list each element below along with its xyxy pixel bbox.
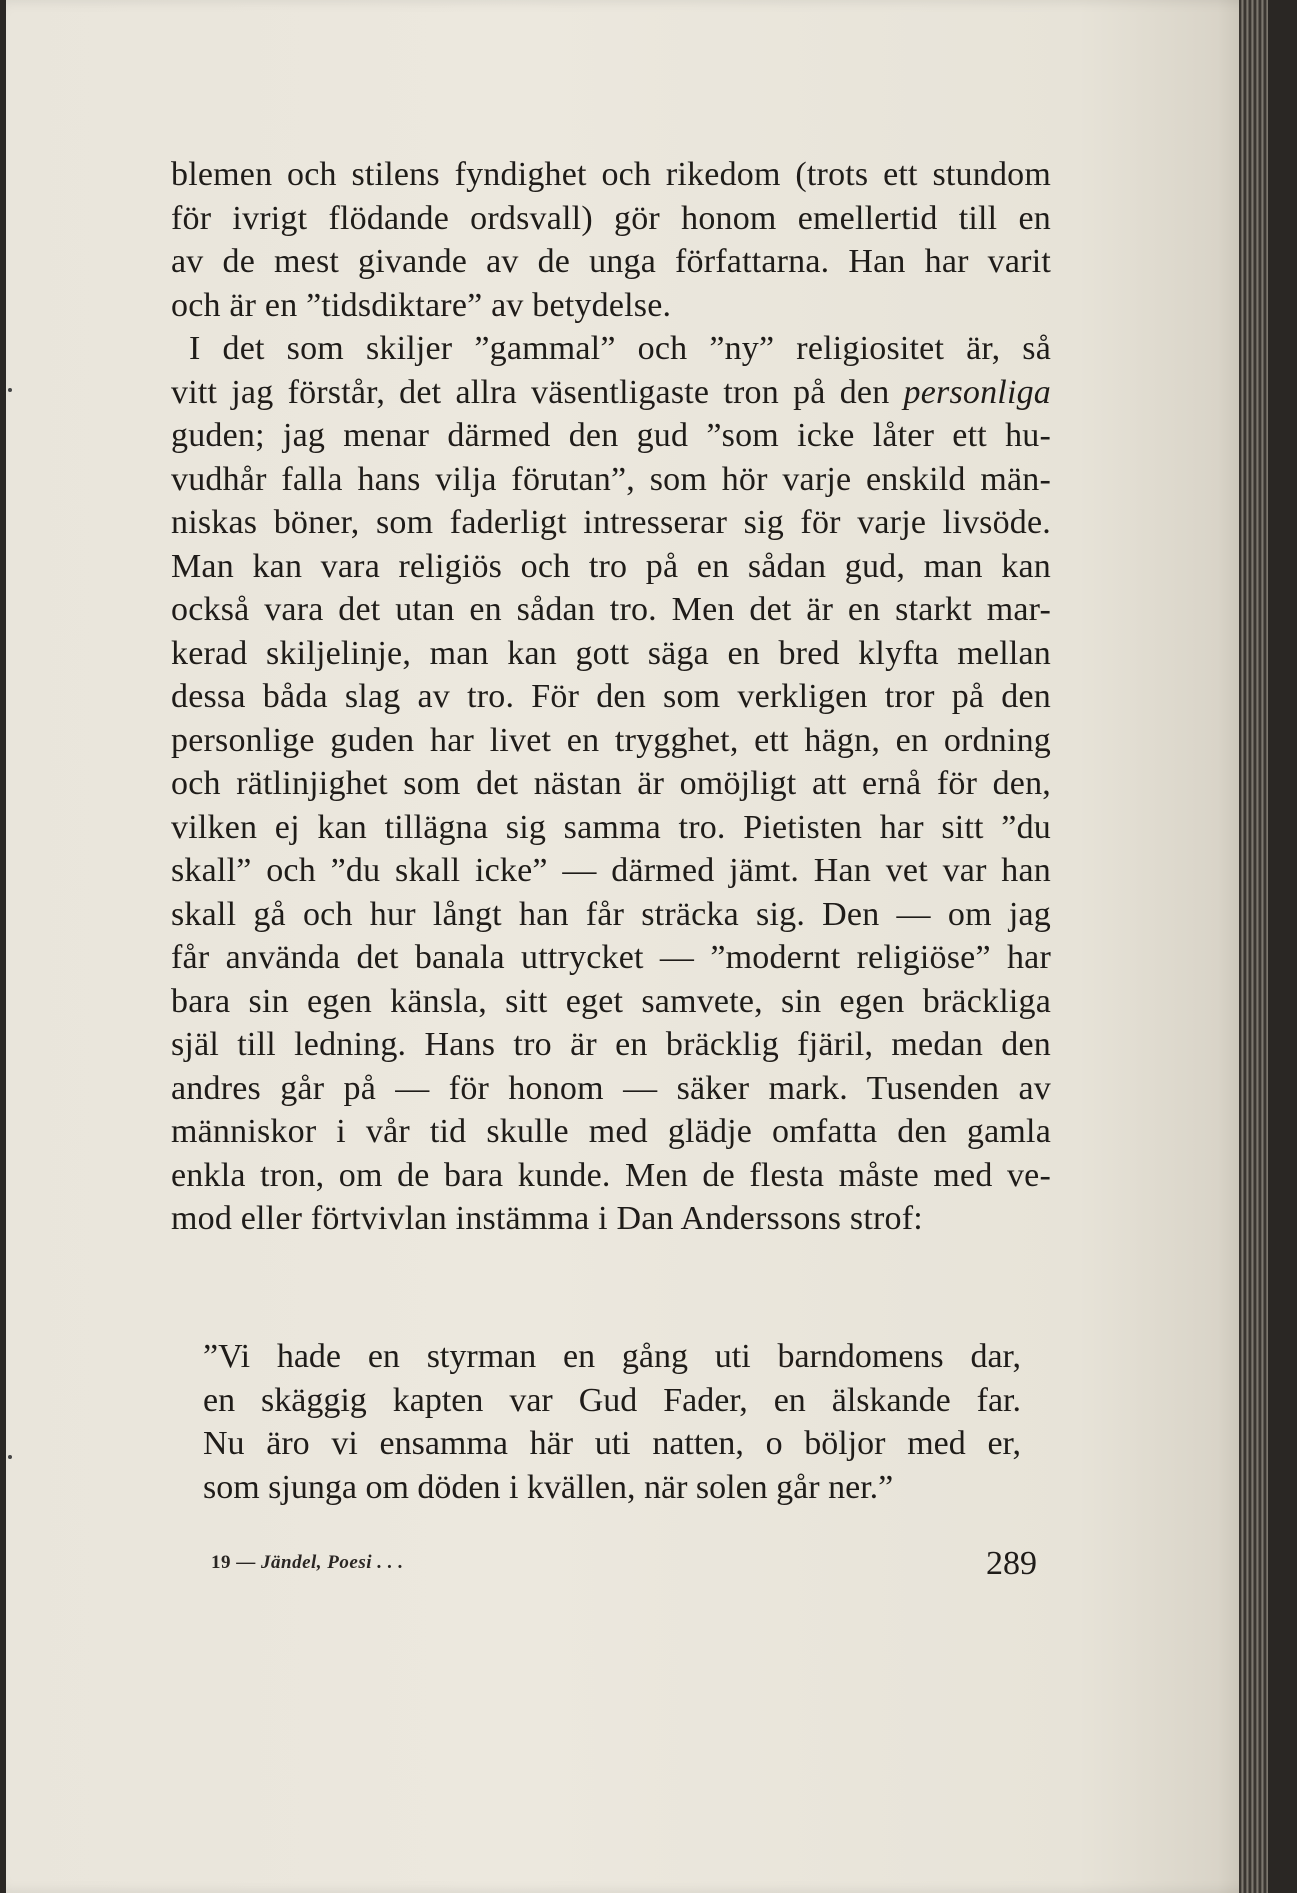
text-line: kerad skiljelinje, man kan gott säga en bred klyfta mellan	[171, 634, 1051, 672]
text-line: skall” och ”du skall icke” — därmed jämt. Han vet var han	[171, 852, 1051, 889]
text-line: mod eller förtvivlan instämma i Dan Anderssons strof:	[171, 1200, 923, 1237]
signature-number: 19 —	[211, 1552, 256, 1573]
text-line: andres går på — för honom — säker mark. Tusenden av	[171, 1069, 1051, 1107]
emphasized-word: personliga	[903, 373, 1051, 411]
text-line: niskas böner, som faderligt intresserar sig för varje livsöde.	[171, 504, 1051, 541]
verse-quote	[203, 1335, 1021, 1509]
text-line: skall gå och hur långt han får sträcka sig. Den — om jag	[171, 895, 1051, 933]
body-text	[171, 153, 1051, 1241]
text-line: också vara det utan en sådan tro. Men det är en starkt mar-	[171, 591, 1051, 628]
text-line: själ till ledning. Hans tro är en bräcklig fjäril, medan den	[171, 1026, 1051, 1063]
text-line: personlige guden har livet en trygghet, ett hägn, en ordning	[171, 721, 1051, 759]
book-page	[6, 0, 1268, 1893]
verse-line: Nu äro vi ensamma här uti natten, o böljor med er,	[203, 1425, 1021, 1462]
text-line: vitt jag förstår, det allra väsentligaste tron på den personliga	[171, 373, 1051, 411]
text-line: blemen och stilens fyndighet och rikedom (trots ett stundom	[171, 156, 1051, 193]
text-line: bara sin egen känsla, sitt eget samvete, sin egen bräckliga	[171, 982, 1051, 1020]
text-line: av de mest givande av de unga författarna. Han har varit	[171, 243, 1051, 280]
verse-line: ”Vi hade en styrman en gång uti barndomens dar,	[203, 1338, 1021, 1375]
signature-title: Jändel, Poesi . . .	[261, 1552, 404, 1573]
signature-mark	[211, 1552, 404, 1574]
margin-speck	[8, 1455, 12, 1459]
text-line: dessa båda slag av tro. För den som verkligen tror på den	[171, 678, 1051, 715]
text-line: för ivrigt flödande ordsvall) gör honom emellertid till en	[171, 199, 1051, 237]
text-line: guden; jag menar därmed den gud ”som icke låter ett hu-	[171, 417, 1051, 454]
text-line: människor i vår tid skulle med glädje omfatta den gamla	[171, 1113, 1051, 1150]
text-line: och är en ”tidsdiktare” av betydelse.	[171, 286, 672, 324]
text-line: I det som skiljer ”gammal” och ”ny” religiositet är, så	[189, 330, 1051, 367]
text-line: vudhår falla hans vilja förutan”, som hör varje enskild män-	[171, 460, 1051, 498]
text-line: Man kan vara religiös och tro på en sådan gud, man kan	[171, 547, 1051, 585]
verse-line: en skäggig kapten var Gud Fader, en älskande far.	[203, 1381, 1021, 1419]
text-line: och rätlinjighet som det nästan är omöjligt att ernå för den,	[171, 765, 1051, 802]
text-line: enkla tron, om de bara kunde. Men de flesta måste med ve-	[171, 1156, 1051, 1194]
page-edge-shadow	[1239, 0, 1268, 1893]
verse-line: som sjunga om döden i kvällen, när solen går ner.”	[203, 1468, 894, 1506]
text-line: vilken ej kan tillägna sig samma tro. Pietisten har sitt ”du	[171, 808, 1051, 846]
page-number: 289	[986, 1545, 1037, 1582]
margin-speck	[8, 388, 12, 392]
text-line: får använda det banala uttrycket — ”modernt religiöse” har	[171, 939, 1051, 976]
